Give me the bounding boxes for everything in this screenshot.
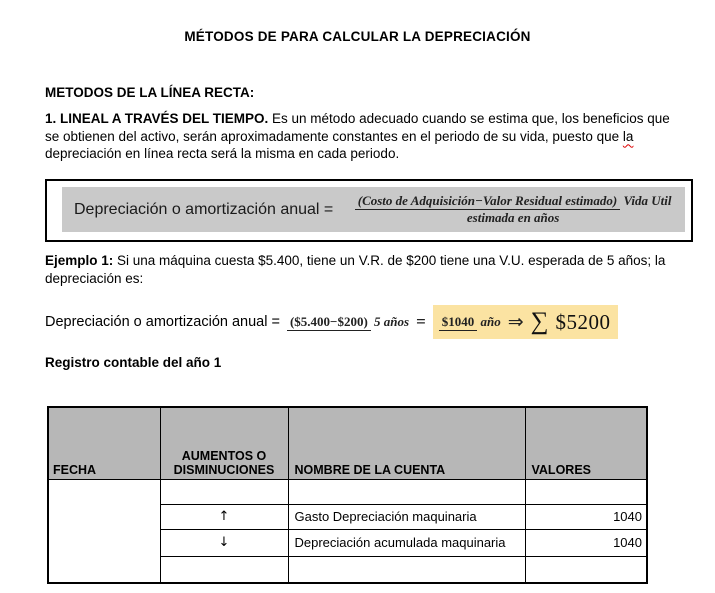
value-cell: 1040 (525, 504, 647, 529)
yellow-highlight (433, 305, 618, 339)
summation-icon: ∑ (530, 308, 549, 335)
account-cell (288, 479, 525, 504)
example-fraction-1 (287, 314, 409, 330)
example-fraction1-numerator: ($5.400−$200) (287, 314, 371, 331)
example-fraction2-denominator: año (480, 313, 501, 329)
up-arrow-icon: ↑ (160, 504, 288, 529)
fecha-merged-cell (48, 479, 160, 583)
account-cell: Gasto Depreciación maquinaria (288, 504, 525, 529)
formula-label: Depreciación o amortización anual = (74, 200, 334, 218)
method-body-after: depreciación en línea recta será la misma en cada periodo. (45, 146, 400, 162)
method-body-before: Es un método adecuado cuando se estima que, los beneficios que se obtienen del activo, serán aproximadamente constantes en el periodo de su vida, puesto que (45, 111, 670, 144)
accounting-table (47, 406, 648, 584)
formula-denominator: Vida Util estimada en años (466, 193, 672, 225)
value-cell: 1040 (525, 529, 647, 556)
value-cell (525, 556, 647, 583)
example-formula (45, 299, 618, 345)
formula-box (45, 179, 693, 242)
table-row (48, 479, 647, 504)
example-text: Si una máquina cuesta $5.400, tiene un V.R. de $200 tiene una V.U. esperada de 5 años; la depreciación es: (45, 253, 666, 286)
header-aumentos-disminuciones: AUMENTOS O DISMINUCIONES (160, 407, 288, 479)
example-fraction1-denominator: 5 años (374, 313, 410, 329)
value-cell (525, 479, 647, 504)
header-nombre-cuenta: NOMBRE DE LA CUENTA (288, 407, 525, 479)
account-cell (288, 556, 525, 583)
implies-arrow-icon: ⇒ (507, 311, 524, 333)
spellcheck-squiggle-word: la (622, 128, 634, 144)
example-paragraph (45, 252, 681, 287)
formula-numerator: (Costo de Adquisición−Valor Residual estimado) (355, 193, 620, 210)
example-result: $5200 (555, 309, 611, 334)
method-lead: 1. LINEAL A TRAVÉS DEL TIEMPO. (45, 111, 269, 126)
method-paragraph (45, 110, 681, 163)
formula-fraction (341, 193, 685, 226)
example-lead: Ejemplo 1: (45, 253, 114, 268)
example-fraction2-numerator: $1040 (439, 314, 478, 331)
equals-sign: = (416, 312, 426, 331)
formula-highlight-band (62, 187, 685, 232)
example-formula-label: Depreciación o amortización anual = (45, 314, 280, 330)
header-valores: VALORES (525, 407, 647, 479)
example-fraction-2 (439, 314, 501, 330)
document-title: MÉTODOS DE PARA CALCULAR LA DEPRECIACIÓN (184, 29, 531, 44)
account-cell: Depreciación acumulada maquinaria (288, 529, 525, 556)
arrow-cell (160, 556, 288, 583)
arrow-cell (160, 479, 288, 504)
table-header-row (48, 407, 647, 479)
down-arrow-icon: ↓ (160, 529, 288, 556)
header-fecha: FECHA (48, 407, 160, 479)
section-heading: METODOS DE LA LÍNEA RECTA: (45, 85, 255, 100)
register-heading: Registro contable del año 1 (45, 355, 222, 370)
